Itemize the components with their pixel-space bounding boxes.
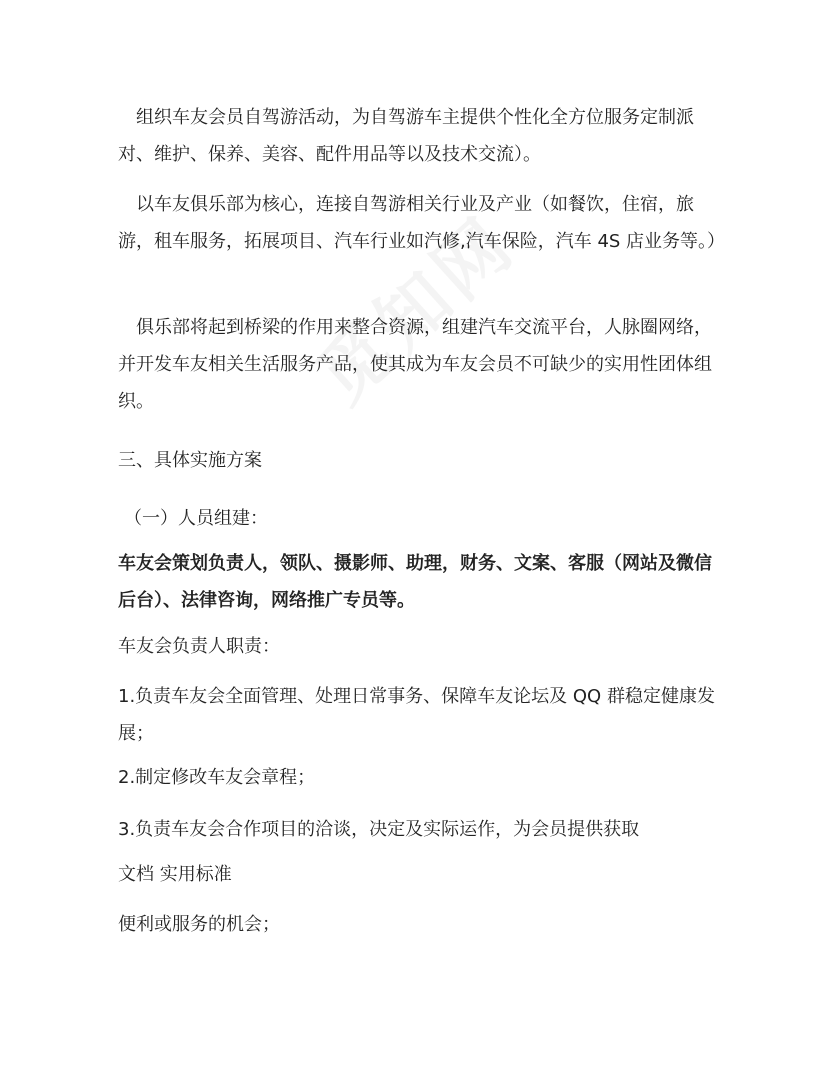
paragraph-club-bridge: 俱乐部将起到桥梁的作用来整合资源，组建汽车交流平台，人脉圈网络，并开发车友相关生活服务产品，使其成为车友会员不可缺少的实用性团体组织。 [118,317,712,412]
duty-item-3-continued: 便利或服务的机会； [118,914,280,935]
staff-list: 车友会策划负责人，领队、摄影师、助理，财务、文案、客服（网站及微信后台）、法律咨询，网络推广专员等。 [118,553,712,611]
paragraph-club-core: 以车友俱乐部为核心，连接自驾游相关行业及产业（如餐饮，住宿，旅游，租车服务，拓展项目、汽车行业如汽修,汽车保险，汽车 4S 店业务等。） [118,194,726,252]
duty-item-1: 1.负责车友会全面管理、处理日常事务、保障车友论坛及 QQ 群稳定健康发展； [118,686,715,744]
duties-title: 车友会负责人职责： [118,636,280,657]
paragraph-club-activities: 组织车友会员自驾游活动，为自驾游车主提供个性化全方位服务定制派对、维护、保养、美容、配件用品等以及技术交流）。 [118,107,694,165]
duty-item-2: 2.制定修改车友会章程； [118,767,316,788]
duty-item-3: 3.负责车友会合作项目的洽谈，决定及实际运作，为会员提供获取 [118,819,640,840]
section-heading: 三、具体实施方案 [118,450,262,471]
footer-label: 文档 实用标准 [118,864,232,885]
subheading-staffing: （一）人员组建： [124,508,268,529]
